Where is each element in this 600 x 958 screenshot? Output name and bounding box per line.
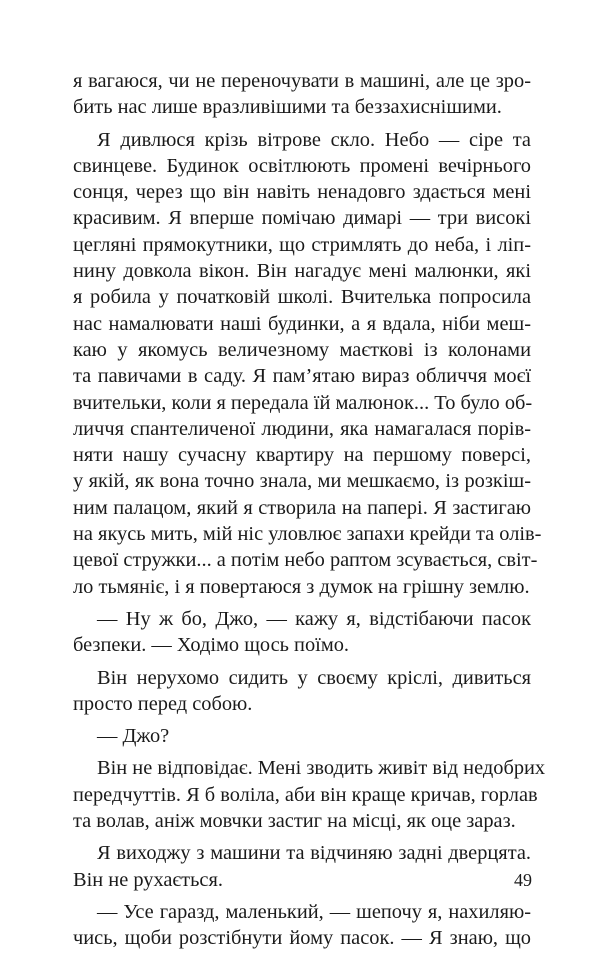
text-line: чись, щоби розстібнути йому пасок. — Я знаю, що [73, 927, 531, 950]
text-line: та волав, аніж мовчки застиг на місці, як оце зараз. [73, 810, 516, 833]
text-line: просто перед собою. [73, 692, 253, 715]
text-line: личчя спантеличеної людини, яка намагалася порів- [73, 417, 531, 440]
text-line: я вагаюся, чи не переночувати в машині, але це зро- [73, 70, 531, 92]
dialogue-line: — Ну ж бо, Джо, — кажу я, відстібаючи пасок [97, 607, 531, 630]
page-number: 49 [514, 870, 532, 890]
dialogue-line: — Усе гаразд, маленький, — шепочу я, нахиляю- [97, 900, 531, 923]
paragraph-first-line: Я виходжу з машини та відчиняю задні дверцята. [97, 842, 531, 865]
paragraph-first-line: Він не відповідає. Мені зводить живіт від недобрих [97, 757, 546, 780]
text-line: Він не рухається. [73, 868, 223, 891]
text-line: няти нашу сучасну квартиру на першому поверсі, [73, 444, 531, 467]
text-line: нину довкола вікон. Він нагадує мені малюнки, які [73, 260, 531, 283]
text-line: сонця, через що він навіть ненадовго здається мені [73, 181, 531, 204]
text-line: безпеки. — Ходімо щось поїмо. [73, 634, 350, 657]
text-line: у якій, як вона точно знала, ми мешкаємо, із розкіш- [73, 470, 531, 493]
text-line: красивим. Я вперше помічаю димарі — три високі [73, 207, 531, 230]
page-body-text [73, 68, 546, 952]
text-line: нас намалювати наші будинки, а я вдала, ніби меш- [73, 312, 531, 335]
paragraph-first-line: Він нерухомо сидить у своєму кріслі, дивиться [97, 666, 531, 689]
text-line: цегляні прямокутники, що стримлять до неба, і ліп- [73, 233, 531, 256]
text-line: бить нас лише вразливішими та беззахиснішими. [73, 96, 502, 119]
text-line: свинцеве. Будинок освітлюють промені вечірнього [73, 154, 531, 177]
text-line: передчуттів. Я б воліла, аби він краще кричав, горлав [73, 783, 538, 806]
dialogue-line: — Джо? [97, 725, 170, 748]
text-line: ним палацом, який я створила на папері. Я застигаю [73, 496, 531, 519]
text-line: я робила у початковій школі. Вчителька попросила [73, 286, 531, 309]
text-line: каю у якомусь величезному маєткові із колонами [73, 338, 531, 361]
text-line: на якусь мить, мій ніс уловлює запахи крейди та олів- [73, 523, 542, 546]
text-line: вчительки, коли я передала їй малюнок... То було об- [73, 391, 533, 414]
text-line: цевої стружки... а потім небо раптом зсувається, світ- [73, 549, 538, 572]
text-line: та павичами в саду. Я пам’ятаю вираз обличчя моєї [73, 365, 531, 388]
paragraph-first-line: Я дивлюся крізь вітрове скло. Небо — сіре та [97, 128, 531, 151]
text-line: ло тьмяніє, і я повертаюся з думок на грішну землю. [73, 575, 530, 598]
